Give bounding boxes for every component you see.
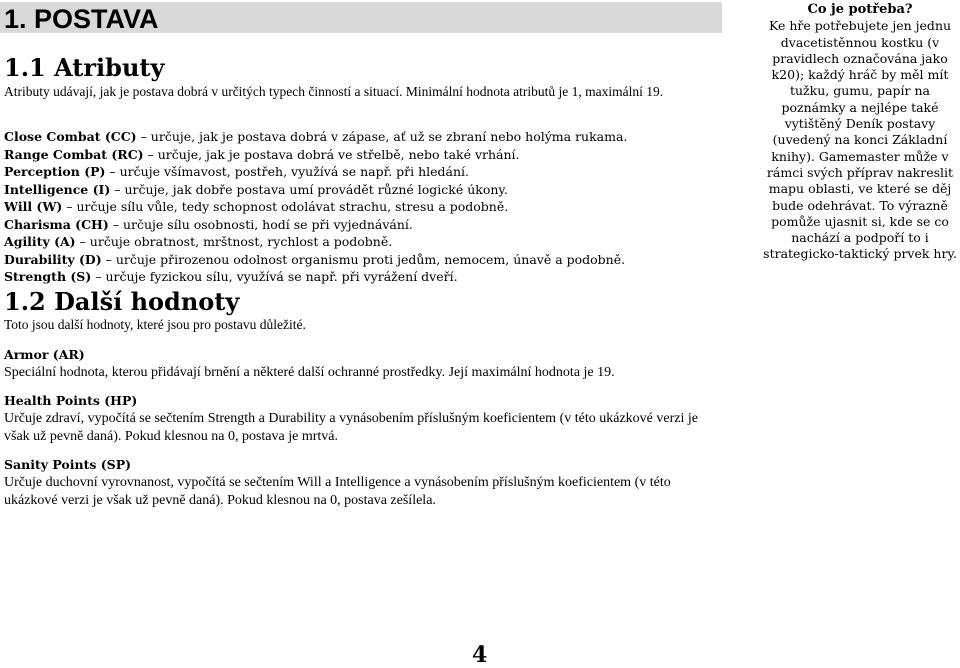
armor-title: Armor (AR) — [4, 347, 85, 362]
section-title-other-values: 1.2 Další hodnoty — [4, 287, 240, 316]
attribute-name: Agility (A) — [4, 234, 76, 249]
health-points-title: Health Points (HP) — [4, 393, 138, 408]
attribute-name: Durability (D) — [4, 251, 102, 267]
attribute-name: Will (W) — [4, 199, 63, 214]
attribute-name: Charisma (CH) — [4, 216, 109, 232]
armor-definition — [4, 346, 720, 382]
attribute-description: – určuje sílu osobnosti, hodí se při vyjednávání. — [108, 216, 413, 232]
other-values-intro: Toto jsou další hodnoty, které jsou pro postavu důležité. — [4, 317, 306, 332]
health-points-definition — [4, 392, 720, 446]
attribute-item — [4, 198, 720, 216]
sidebar-title: Co je potřeba? — [807, 2, 913, 17]
attribute-list — [4, 128, 720, 286]
attribute-description: – určuje, jak dobře postava umí provádět různé logické úkony. — [110, 181, 508, 197]
attribute-item — [4, 233, 720, 251]
attribute-description: – určuje, jak je postava dobrá ve střelbě, nebo také vrhání. — [143, 146, 520, 162]
attribute-item — [4, 268, 720, 286]
health-points-body: Určuje zdraví, vypočítá se sečtením Strength a Durability a vynásobením příslušným koeficientem (v této ukázkové verzi je však už pevně daná). Pokud klesnou na 0, postava je mrtvá. — [4, 411, 698, 444]
attribute-item — [4, 216, 720, 234]
attribute-item — [4, 128, 720, 146]
attribute-item — [4, 181, 720, 199]
attribute-description: – určuje, jak je postava dobrá v zápase, ať už se zbraní nebo holýma rukama. — [136, 129, 628, 144]
attribute-description: – určuje obratnost, mrštnost, rychlost a podobně. — [75, 234, 393, 249]
attribute-item — [4, 163, 720, 181]
sidebar-box — [760, 2, 960, 263]
attribute-description: – určuje fyzickou sílu, využívá se např. při vyrážení dveří. — [91, 269, 458, 284]
section-title-attributes: 1.1 Atributy — [4, 53, 165, 82]
sanity-points-title: Sanity Points (SP) — [4, 457, 132, 472]
attribute-name: Close Combat (CC) — [4, 129, 137, 144]
attribute-item — [4, 146, 720, 164]
armor-body: Speciální hodnota, kterou přidávají brnění a některé další ochranné prostředky. Její maximální hodnota je 19. — [4, 365, 615, 380]
chapter-header-bar — [0, 2, 722, 33]
attribute-name: Strength (S) — [4, 269, 92, 284]
attributes-intro: Atributy udávají, jak je postava dobrá v určitých typech činností a situací. Minimální hodnota atributů je 1, maximální 19. — [4, 84, 664, 99]
attribute-name: Intelligence (I) — [4, 181, 111, 197]
attribute-description: – určuje přirozenou odolnost organismu proti jedům, nemocem, únavě a podobně. — [101, 251, 626, 267]
attribute-item — [4, 251, 720, 269]
sanity-points-body: Určuje duchovní vyrovnanost, vypočítá se sečtením Will a Intelligence a vynásobením příslušným koeficientem (v této ukázkové verzi je však už pevně daná). Pokud klesnou na 0, postava zešílela. — [4, 475, 671, 508]
chapter-title: 1. POSTAVA — [4, 4, 159, 34]
page-number: 4 — [472, 642, 488, 668]
sidebar-body: Ke hře potřebujete jen jednu dvacetistěnnou kostku (v pravidlech označována jako k20); každý hráč by měl mít tužku, gumu, papír na poznámky a nejlépe také vytištěný Deník postavy (uvedený na konci Základní knihy). Gamemaster může v rámci svých příprav nakreslit mapu oblasti, ve které se děj bude odehrávat. To výrazně pomůže ujasnit si, kde se co nachází a podpoří to i strategicko-taktický prvek hry. — [763, 18, 957, 262]
attribute-name: Range Combat (RC) — [4, 146, 144, 162]
attribute-description: – určuje sílu vůle, tedy schopnost odolávat strachu, stresu a podobně. — [62, 199, 509, 214]
attribute-description: – určuje všímavost, postřeh, využívá se např. při hledání. — [105, 164, 469, 179]
attribute-name: Perception (P) — [4, 164, 106, 179]
sanity-points-definition — [4, 456, 720, 510]
